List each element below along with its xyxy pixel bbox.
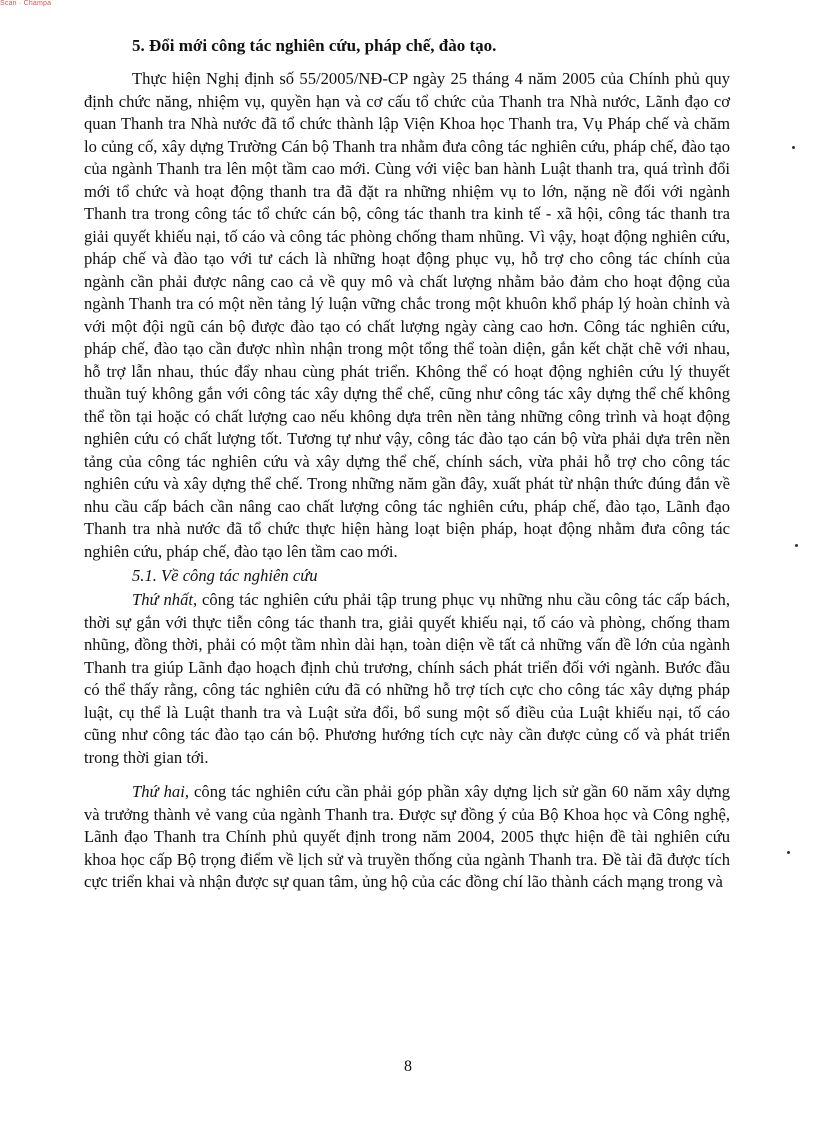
- document-page: [84, 34, 730, 894]
- paragraph-second-point: [84, 781, 730, 894]
- scan-speck: [787, 851, 790, 854]
- paragraph-lead: Thứ hai,: [132, 782, 189, 801]
- paragraph-first-point: [84, 589, 730, 769]
- subsection-title: 5.1. Về công tác nghiên cứu: [132, 566, 318, 585]
- scan-speck: [792, 146, 795, 149]
- section-title: 5. Đổi mới công tác nghiên cứu, pháp chế, đào tạo.: [132, 36, 497, 55]
- scan-watermark: Scan · Champa: [0, 0, 52, 7]
- paragraph-body: công tác nghiên cứu phải tập trung phục vụ những nhu cầu công tác cấp bách, thời sự gắn với thực tiễn công tác thanh tra, giải quyết khiếu nại, tố cáo và phòng, chống tham nhũng, đồng thời, phải có một tầm nhìn dài hạn, toàn diện về tất cả những vấn đề lớn của ngành Thanh tra giúp Lãnh đạo hoạch định chủ trương, chính sách phát triển đối với ngành. Bước đầu có thể thấy rằng, công tác nghiên cứu đã có những hỗ trợ tích cực cho công tác xây dựng pháp luật, cụ thể là Luật thanh tra và Luật sửa đổi, bổ sung một số điều của Luật khiếu nại, tố cáo cũng như công tác đào tạo cán bộ. Phương hướng tích cực này cần được củng cố và phát triển trong thời gian tới.: [84, 590, 731, 767]
- paragraph-intro: Thực hiện Nghị định số 55/2005/NĐ-CP ngày 25 tháng 4 năm 2005 của Chính phủ quy định chức năng, nhiệm vụ, quyền hạn và cơ cấu tổ chức của Thanh tra Nhà nước, Lãnh đạo cơ quan Thanh tra Nhà nước đã tổ chức thành lập Viện Khoa học Thanh tra, Vụ Pháp chế và chăm lo củng cố, xây dựng Trường Cán bộ Thanh tra nhằm đưa công tác nghiên cứu, pháp chế, đào tạo của ngành Thanh tra lên một tầm cao mới. Cùng với việc ban hành Luật thanh tra, quá trình đổi mới tổ chức và hoạt động thanh tra đã đặt ra những nhiệm vụ to lớn, nặng nề đối với ngành Thanh tra trong công tác tổ chức cán bộ, công tác thanh tra kinh tế - xã hội, công tác thanh tra giải quyết khiếu nại, tố cáo và công tác phòng chống tham nhũng. Vì vậy, hoạt động nghiên cứu, pháp chế và đào tạo với tư cách là những hoạt động phục vụ, hỗ trợ cho công tác chính của ngành cần phải được nâng cao cả về quy mô và chất lượng nhằm bảo đảm cho hoạt động của ngành Thanh tra có một nền tảng lý luận vững chắc trong một khuôn khổ pháp lý hoàn chỉnh và với một đội ngũ cán bộ được đào tạo có chất lượng ngày càng cao hơn. Công tác nghiên cứu, pháp chế, đào tạo cần được nhìn nhận trong một tổng thể toàn diện, gắn kết chặt chẽ với nhau, hỗ trợ lẫn nhau, thúc đẩy nhau cùng phát triển. Không thể có hoạt động nghiên cứu lý thuyết thuần tuý không gắn với công tác xây dựng thể chế, cũng như công tác xây dựng thể chế không thể tồn tại hoặc có chất lượng cao nếu không dựa trên nền tảng những công trình và hoạt động nghiên cứu có chất lượng tốt. Tương tự như vậy, công tác đào tạo cán bộ vừa phải dựa trên nền tảng của công tác nghiên cứu và xây dựng thể chế, chính sách, vừa phải hỗ trợ cho công tác nghiên cứu và xây dựng thể chế. Trong những năm gần đây, xuất phát từ nhận thức đúng đắn về nhu cầu cấp bách cần nâng cao chất lượng công tác nghiên cứu, pháp chế, đào tạo, Lãnh đạo Thanh tra nhà nước đã tổ chức thực hiện hàng loạt biện pháp, hoạt động nhằm đưa công tác nghiên cứu, pháp chế, đào tạo lên tầm cao mới.: [84, 69, 730, 561]
- paragraph-lead: Thứ nhất,: [132, 590, 198, 609]
- scan-speck: [795, 544, 798, 547]
- paragraph-body: công tác nghiên cứu cần phải góp phần xây dựng lịch sử gần 60 năm xây dựng và trưởng thành vẻ vang của ngành Thanh tra. Được sự đồng ý của Bộ Khoa học và Công nghệ, Lãnh đạo Thanh tra Chính phủ quyết định trong năm 2004, 2005 thực hiện đề tài nghiên cứu khoa học cấp Bộ trọng điểm về lịch sử và truyền thống của ngành Thanh tra. Đề tài đã được tích cực triển khai và nhận được sự quan tâm, ủng hộ của các đồng chí lão thành cách mạng trong và: [84, 782, 731, 891]
- page-number: 8: [404, 1058, 412, 1075]
